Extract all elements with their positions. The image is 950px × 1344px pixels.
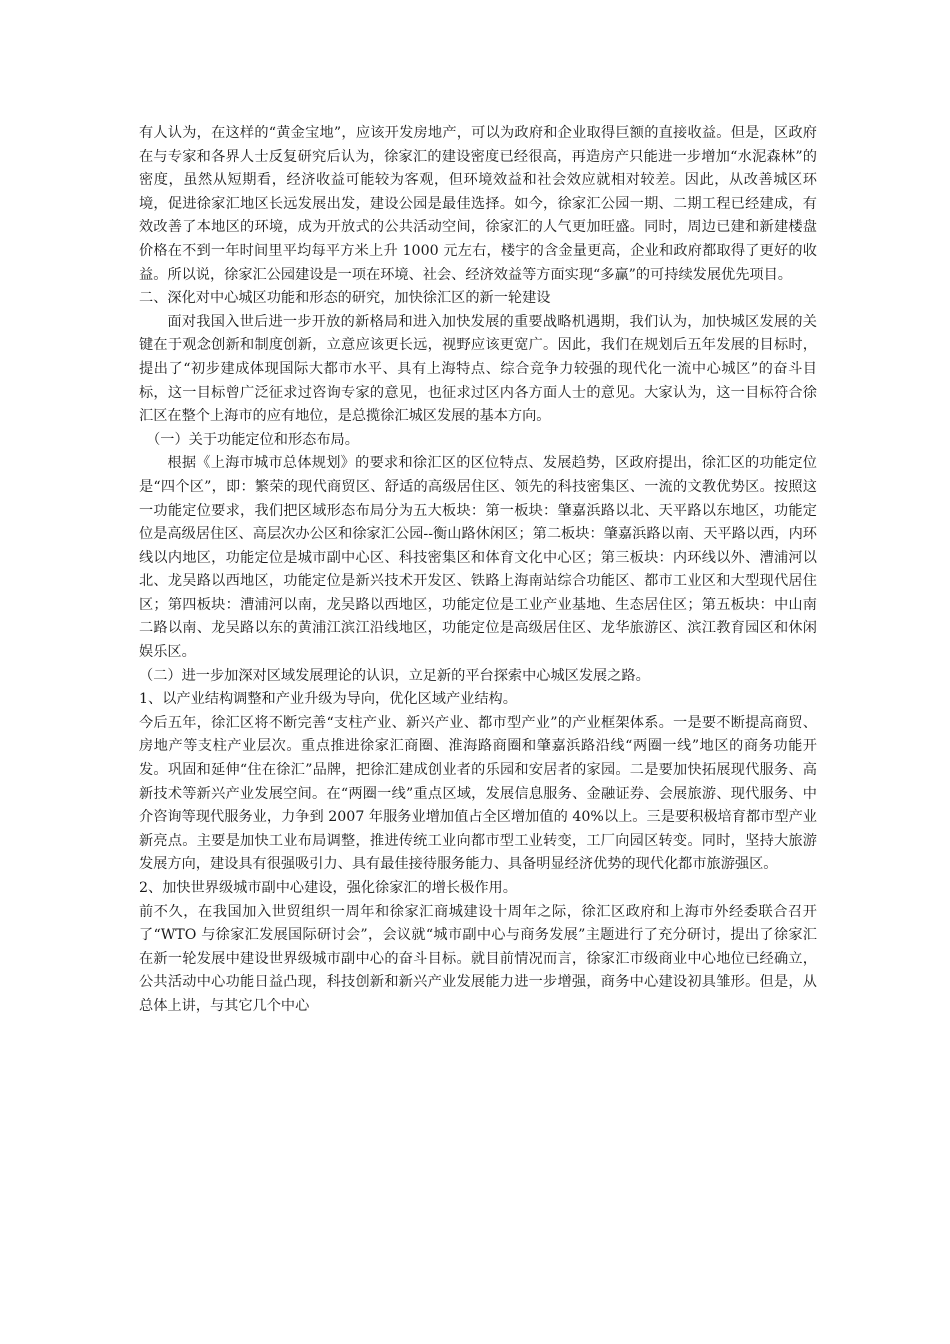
- paragraph-park-benefits: 有人认为，在这样的“黄金宝地”，应该开发房地产，可以为政府和企业取得巨额的直接收益。但是，区政府在与专家和各界人士反复研究后认为，徐家汇的建设密度已经很高，再造房产只能进一步增加“水泥森林”的密度，虽然从短期看，经济收益可能较为客观，但环境效益和社会效应就相对较差。因此，从改善城区环境，促进徐家汇地区长远发展出发，建设公园是最佳选择。如今，徐家汇公园一期、二期工程已经建成，有效改善了本地区的环境，成为开放式的公共活动空间，徐家汇的人气更加旺盛。同时，周边已建和新建楼盘价格在不到一年时间里平均每平方米上升 1000 元左右，楼宇的含金量更高，企业和政府都取得了更好的收益。所以说，徐家汇公园建设是一项在环境、社会、经济效益等方面实现“多赢”的可持续发展优先项目。: [139, 125, 817, 283]
- section-heading-2: 二、深化对中心城区功能和形态的研究，加快徐汇区的新一轮建设: [139, 290, 551, 307]
- subheading-1: （一）关于功能定位和形态布局。: [146, 431, 359, 448]
- document-body: [139, 122, 817, 1019]
- paragraph-function-layout: 根据《上海市城市总体规划》的要求和徐汇区的区位特点、发展趋势，区政府提出，徐汇区的功能定位是“四个区”，即：繁荣的现代商贸区、舒适的高级居住区、领先的科技密集区、一流的文教优势区。按照这一功能定位要求，我们把区域形态布局分为五大板块：第一板块：肇嘉浜路以北、天平路以东地区，功能定位是高级居住区、高层次办公区和徐家汇公园--衡山路休闲区；第二板块：肇嘉浜路以南、天平路以西，内环线以内地区，功能定位是城市副中心区、科技密集区和体育文化中心区；第三板块：内环线以外、漕浦河以北、龙吴路以西地区，功能定位是新兴技术开发区、铁路上海南站综合功能区、都市工业区和大型现代居住区；第四板块：漕浦河以南，龙吴路以西地区，功能定位是工业产业基地、生态居住区；第五板块：中山南二路以南、龙吴路以东的黄浦江滨江沿线地区，功能定位是高级居住区、龙华旅游区、滨江教育园区和休闲娱乐区。: [139, 455, 817, 661]
- paragraph-sub-center: 前不久，在我国加入世贸组织一周年和徐家汇商城建设十周年之际，徐汇区政府和上海市外经委联合召开了“WTO 与徐家汇发展国际研讨会”，会议就“城市副中心与商务发展”主题进行了充分研讨，提出了徐家汇在新一轮发展中建设世界级城市副中心的奋斗目标。就目前情况而言，徐家汇市级商业中心地位已经确立，公共活动中心功能日益凸现，科技创新和新兴产业发展能力进一步增强，商务中心建设初具雏形。但是，从总体上讲，与其它几个中心: [139, 903, 817, 1014]
- subheading-2: （二）进一步加深对区域发展理论的认识，立足新的平台探索中心城区发展之路。: [139, 667, 650, 684]
- paragraph-development-goal: 面对我国入世后进一步开放的新格局和进入加快发展的重要战略机遇期，我们认为，加快城区发展的关键在于观念创新和制度创新，立意应该更长远，视野应该更宽广。因此，我们在规划后五年发展的目标时，提出了“初步建成体现国际大都市水平、具有上海特点、综合竞争力较强的现代化一流中心城区”的奋斗目标，这一目标曾广泛征求过咨询专家的意见，也征求过区内各方面人士的意见。大家认为，这一目标符合徐汇区在整个上海市的应有地位，是总揽徐汇城区发展的基本方向。: [139, 313, 817, 425]
- paragraph-industry-structure: 今后五年，徐汇区将不断完善“支柱产业、新兴产业、都市型产业”的产业框架体系。一是要不断提高商贸、房地产等支柱产业层次。重点推进徐家汇商圈、淮海路商圈和肇嘉浜路沿线“两圈一线”地区的商务功能开发。巩固和延伸“住在徐汇”品牌，把徐汇建成创业者的乐园和安居者的家园。二是要加快拓展现代服务、高新技术等新兴产业发展空间。在“两圈一线”重点区域，发展信息服务、金融证券、会展旅游、现代服务、中介咨询等现代服务业，力争到 2007 年服务业增加值占全区增加值的 40%以上。三是要积极培育都市型产业新亮点。主要是加快工业布局调整，推进传统工业向都市型工业转变，工厂向园区转变。同时，坚持大旅游发展方向，建设具有很强吸引力、具有最佳接待服务能力、具备明显经济优势的现代化都市旅游强区。: [139, 714, 817, 873]
- item-heading-2: 2、加快世界级城市副中心建设，强化徐家汇的增长极作用。: [139, 880, 517, 896]
- item-heading-1: 1、以产业结构调整和产业升级为导向，优化区域产业结构。: [139, 691, 517, 708]
